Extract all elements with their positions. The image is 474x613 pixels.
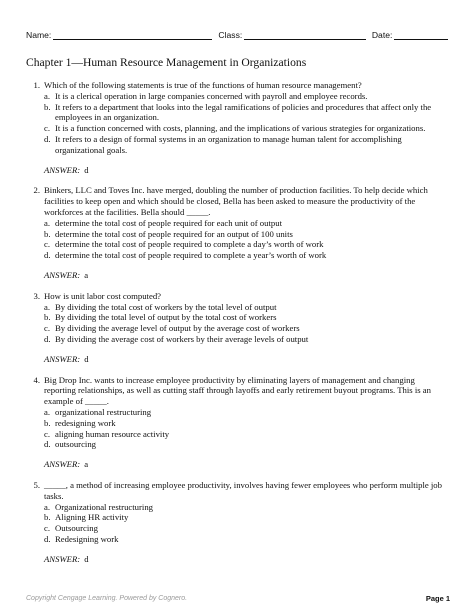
question-block [26, 185, 448, 280]
option-label: b. [44, 512, 51, 523]
page-number: Page 1 [425, 594, 450, 603]
answer-option [26, 134, 448, 156]
option-text: outsourcing [55, 439, 97, 450]
question-number: 4. [33, 374, 40, 385]
option-text: determine the total cost of people required for an output of 100 units [55, 228, 293, 239]
option-text: aligning human resource activity [55, 428, 170, 439]
option-label: d. [44, 133, 51, 144]
answer-option [26, 534, 448, 545]
question-text: How is unit labor cost computed? [44, 290, 162, 301]
option-label: c. [44, 123, 51, 134]
question-stem [26, 375, 448, 407]
option-text: By dividing the average cost of workers by their average levels of output [55, 333, 309, 344]
option-label: b. [44, 417, 51, 428]
answer-value: d [84, 353, 89, 364]
option-label: a. [44, 301, 51, 312]
student-info-header [26, 26, 448, 40]
option-text: Outsourcing [55, 523, 98, 534]
option-text: It refers to a design of formal systems in an organization to manage human talent for accomplishing organizational goals. [55, 133, 402, 155]
answer-line [26, 165, 448, 176]
answer-label: ANSWER: [44, 353, 81, 364]
answer-line [26, 459, 448, 470]
answer-option [26, 250, 448, 261]
answer-line [26, 270, 448, 281]
option-label: b. [44, 228, 51, 239]
answer-option [26, 407, 448, 418]
answer-label: ANSWER: [44, 269, 81, 280]
answer-value: a [84, 269, 89, 280]
answer-option [26, 229, 448, 240]
question-block [26, 291, 448, 365]
answer-line [26, 554, 448, 565]
option-text: It is a function concerned with costs, planning, and the implications of various strategies for organizations. [55, 123, 426, 134]
option-text: Aligning HR activity [55, 512, 129, 523]
answer-option [26, 312, 448, 323]
answer-label: ANSWER: [44, 164, 81, 175]
answer-label: ANSWER: [44, 553, 81, 564]
question-text: Which of the following statements is true of the functions of human resource management? [44, 80, 362, 90]
option-label: c. [44, 428, 51, 439]
option-label: a. [44, 406, 51, 417]
option-label: b. [44, 312, 51, 323]
answer-option [26, 102, 448, 124]
option-text: determine the total cost of people required for each unit of output [55, 217, 283, 228]
question-stem [26, 291, 448, 302]
answer-option [26, 323, 448, 334]
option-label: a. [44, 90, 51, 101]
option-text: By dividing the total level of output by the total cost of workers [55, 312, 277, 323]
option-text: organizational restructuring [55, 406, 152, 417]
question-text: Binkers, LLC and Toves Inc. have merged, doubling the number of production facilities. To help decide which facilities to keep open and which should be closed, Bella has been asked to measure the productivity of the workforces at the facilities. Bella should _____. [44, 185, 428, 217]
answer-option [26, 302, 448, 313]
option-text: Organizational restructuring [55, 501, 154, 512]
answer-option [26, 334, 448, 345]
question-block [26, 480, 448, 565]
option-label: a. [44, 217, 51, 228]
answer-value: a [84, 459, 89, 470]
option-text: By dividing the total cost of workers by the total level of output [55, 301, 277, 312]
option-label: b. [44, 101, 51, 112]
answer-value: d [84, 164, 89, 175]
question-number: 2. [33, 185, 40, 196]
answer-option [26, 418, 448, 429]
question-number: 5. [33, 479, 40, 490]
answer-line [26, 354, 448, 365]
question-number: 3. [33, 290, 40, 301]
question-stem [26, 80, 448, 91]
option-label: c. [44, 239, 51, 250]
page-footer [26, 594, 450, 603]
option-label: d. [44, 333, 51, 344]
question-block [26, 80, 448, 175]
answer-option [26, 239, 448, 250]
question-text: _____, a method of increasing employee productivity, involves having fewer employees who perform multiple job tasks. [44, 479, 442, 501]
option-text: It refers to a department that looks into the legal ramifications of policies and procedures that affect only the employees in an organization. [55, 101, 432, 123]
answer-option [26, 439, 448, 450]
chapter-title: Chapter 1—Human Resource Management in Organizations [26, 56, 307, 69]
option-text: By dividing the average level of output by the average cost of workers [55, 323, 300, 334]
date-blank-line [394, 30, 448, 40]
option-text: redesigning work [55, 417, 116, 428]
answer-option [26, 123, 448, 134]
question-block [26, 375, 448, 470]
question-text: Big Drop Inc. wants to increase employee productivity by eliminating layers of management and changing reporting relationships, as well as cutting staff through layoffs and early retirement buyout programs. This is an example of _____. [44, 374, 431, 407]
option-label: d. [44, 533, 51, 544]
question-list [26, 80, 448, 564]
question-number: 1. [33, 80, 40, 90]
answer-value: d [84, 553, 89, 564]
answer-label: ANSWER: [44, 459, 81, 470]
answer-option [26, 523, 448, 534]
question-stem [26, 480, 448, 502]
option-label: d. [44, 439, 51, 450]
name-blank-line [53, 30, 212, 40]
answer-option [26, 502, 448, 513]
date-label: Date: [371, 30, 393, 40]
option-label: d. [44, 250, 51, 261]
option-label: c. [44, 523, 51, 534]
answer-option [26, 91, 448, 102]
option-text: It is a clerical operation in large companies concerned with payroll and employee records. [55, 90, 368, 101]
option-text: determine the total cost of people required to complete a year’s worth of work [55, 250, 327, 261]
option-label: a. [44, 501, 51, 512]
answer-option [26, 218, 448, 229]
question-stem [26, 185, 448, 217]
class-blank-line [244, 30, 366, 40]
copyright-notice: Copyright Cengage Learning. Powered by Cognero. [26, 595, 188, 602]
class-label: Class: [218, 30, 243, 40]
option-text: Redesigning work [55, 533, 119, 544]
name-label: Name: [26, 30, 52, 40]
option-text: determine the total cost of people required to complete a day’s worth of work [55, 239, 324, 250]
option-label: c. [44, 323, 51, 334]
answer-option [26, 512, 448, 523]
answer-option [26, 429, 448, 440]
